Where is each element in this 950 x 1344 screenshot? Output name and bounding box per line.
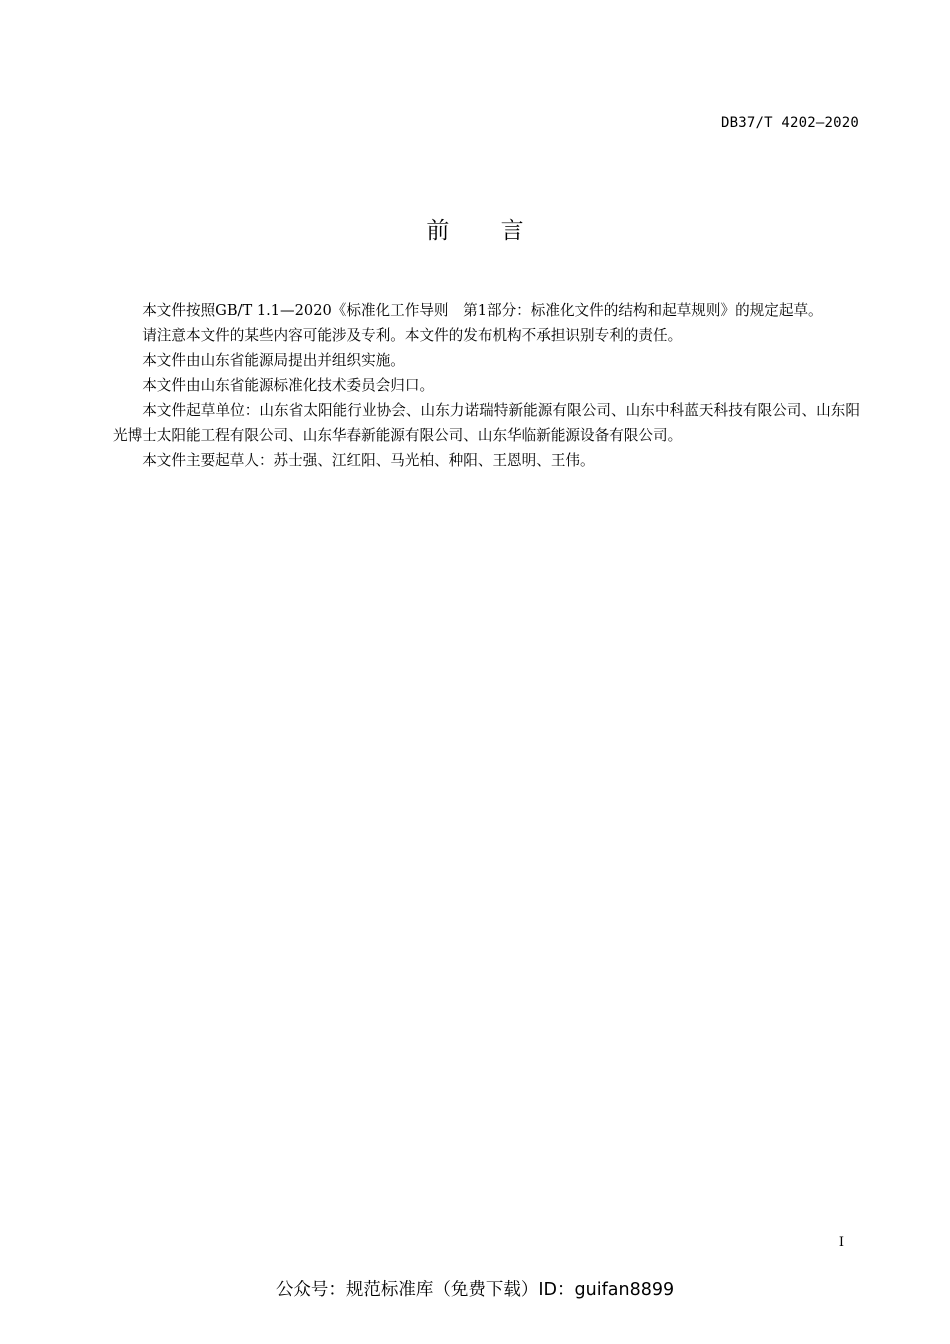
paragraph-drafting-units: 本文件起草单位：山东省太阳能行业协会、山东力诺瑞特新能源有限公司、山东中科蓝天科技有限公司、山东阳光博士太阳能工程有限公司、山东华春新能源有限公司、山东华临新能源设备有限公司。 (113, 402, 860, 444)
watermark-text: 公众号：规范标准库（免费下载）ID：guifan8899 (275, 1280, 675, 1300)
paragraph-drafters: 本文件主要起草人：苏士强、江红阳、马光柏、种阳、王恩明、王伟。 (142, 452, 595, 469)
foreword-body (113, 298, 860, 473)
page-title: 前 言 (426, 218, 546, 244)
paragraph-committee: 本文件由山东省能源标准化技术委员会归口。 (142, 377, 435, 394)
paragraph-drafting-rules: 本文件按照GB/T 1.1—2020《标准化工作导则 第1部分：标准化文件的结构和起草规则》的规定起草。 (142, 302, 823, 319)
page-number: I (838, 1235, 844, 1250)
paragraph-proposer: 本文件由山东省能源局提出并组织实施。 (142, 352, 405, 369)
paragraph-patent-notice: 请注意本文件的某些内容可能涉及专利。本文件的发布机构不承担识别专利的责任。 (142, 327, 683, 344)
document-code: DB37/T 4202—2020 (720, 115, 859, 131)
